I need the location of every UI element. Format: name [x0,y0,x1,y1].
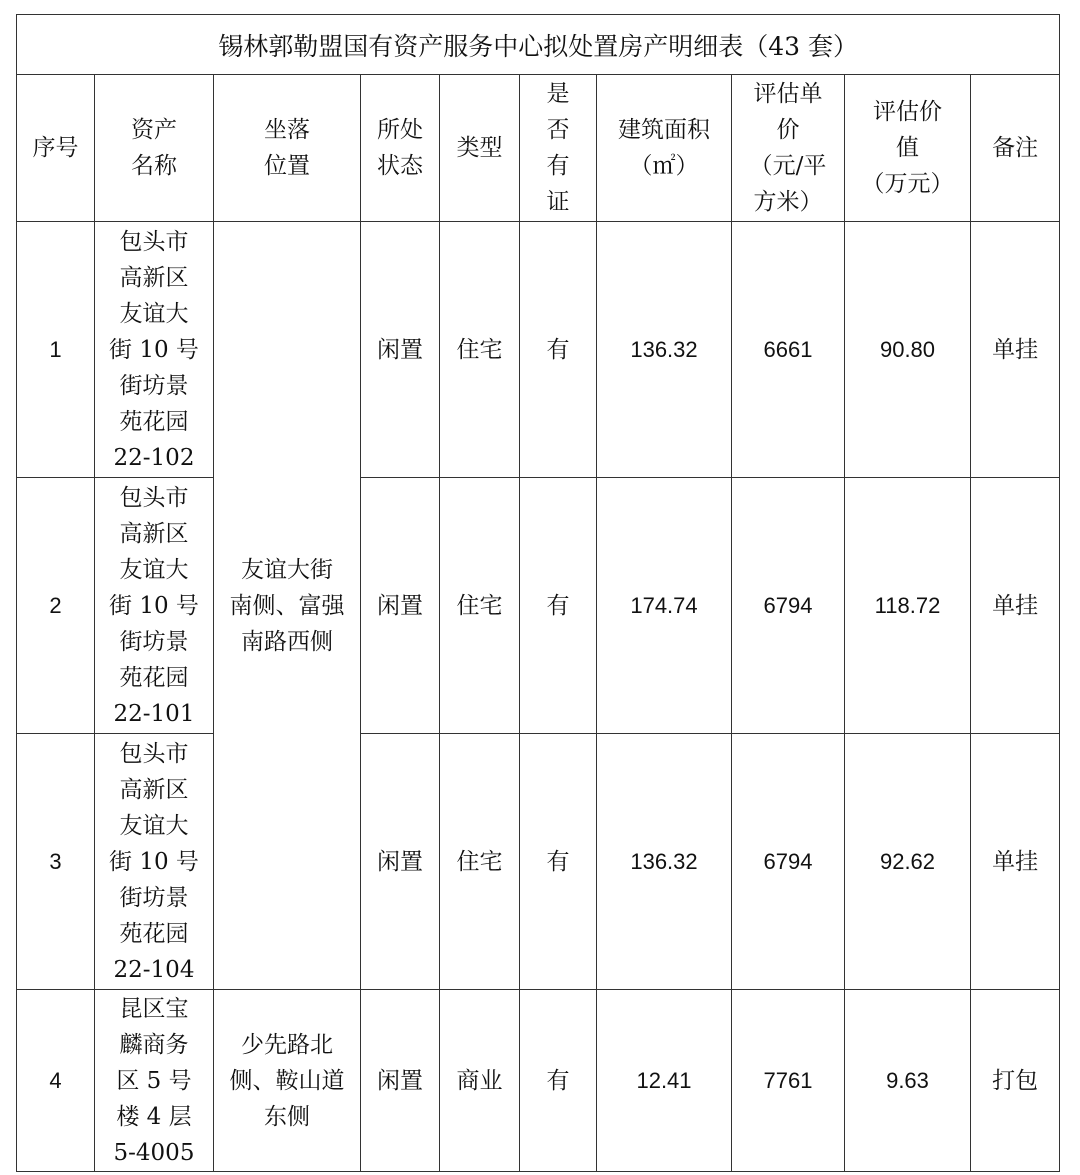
header-status: 所处 状态 [361,75,440,222]
cell-type: 住宅 [440,222,520,478]
cell-unit-price: 7761 [732,990,845,1172]
cell-value: 9.63 [845,990,971,1172]
header-unit-price: 评估单 价 （元/平 方米） [732,75,845,222]
header-seq: 序号 [17,75,95,222]
cell-asset-name: 包头市 高新区 友谊大 街 10 号 街坊景 苑花园 22-104 [95,734,214,990]
header-location: 坐落 位置 [214,75,361,222]
cell-asset-name: 包头市 高新区 友谊大 街 10 号 街坊景 苑花园 22-101 [95,478,214,734]
cell-status: 闲置 [361,734,440,990]
asset-disposal-table [16,14,1060,1172]
cell-status: 闲置 [361,478,440,734]
cell-status: 闲置 [361,990,440,1172]
header-value: 评估价 值 （万元） [845,75,971,222]
cell-seq: 1 [17,222,95,478]
header-area: 建筑面积 （㎡） [597,75,732,222]
cell-certificate: 有 [520,734,597,990]
cell-unit-price: 6794 [732,734,845,990]
cell-remark: 打包 [971,990,1060,1172]
cell-location: 少先路北 侧、鞍山道 东侧 [214,990,361,1172]
cell-seq: 2 [17,478,95,734]
cell-remark: 单挂 [971,222,1060,478]
cell-certificate: 有 [520,222,597,478]
cell-unit-price: 6661 [732,222,845,478]
cell-remark: 单挂 [971,734,1060,990]
cell-unit-price: 6794 [732,478,845,734]
cell-certificate: 有 [520,990,597,1172]
header-remark: 备注 [971,75,1060,222]
header-certificate: 是 否 有 证 [520,75,597,222]
cell-type: 住宅 [440,734,520,990]
header-asset-name: 资产 名称 [95,75,214,222]
header-row [17,75,1060,222]
table-row [17,734,1060,990]
table-row [17,478,1060,734]
cell-location-merged: 友谊大街 南侧、富强 南路西侧 [214,222,361,990]
table-title: 锡林郭勒盟国有资产服务中心拟处置房产明细表（43 套） [17,15,1060,75]
cell-value: 90.80 [845,222,971,478]
cell-area: 174.74 [597,478,732,734]
cell-status: 闲置 [361,222,440,478]
cell-asset-name: 昆区宝 麟商务 区 5 号 楼 4 层 5-4005 [95,990,214,1172]
cell-area: 136.32 [597,734,732,990]
cell-value: 92.62 [845,734,971,990]
cell-asset-name: 包头市 高新区 友谊大 街 10 号 街坊景 苑花园 22-102 [95,222,214,478]
cell-seq: 3 [17,734,95,990]
cell-seq: 4 [17,990,95,1172]
table-row [17,222,1060,478]
cell-remark: 单挂 [971,478,1060,734]
cell-area: 136.32 [597,222,732,478]
cell-value: 118.72 [845,478,971,734]
table-row [17,990,1060,1172]
cell-area: 12.41 [597,990,732,1172]
cell-type: 商业 [440,990,520,1172]
header-type: 类型 [440,75,520,222]
cell-type: 住宅 [440,478,520,734]
cell-certificate: 有 [520,478,597,734]
